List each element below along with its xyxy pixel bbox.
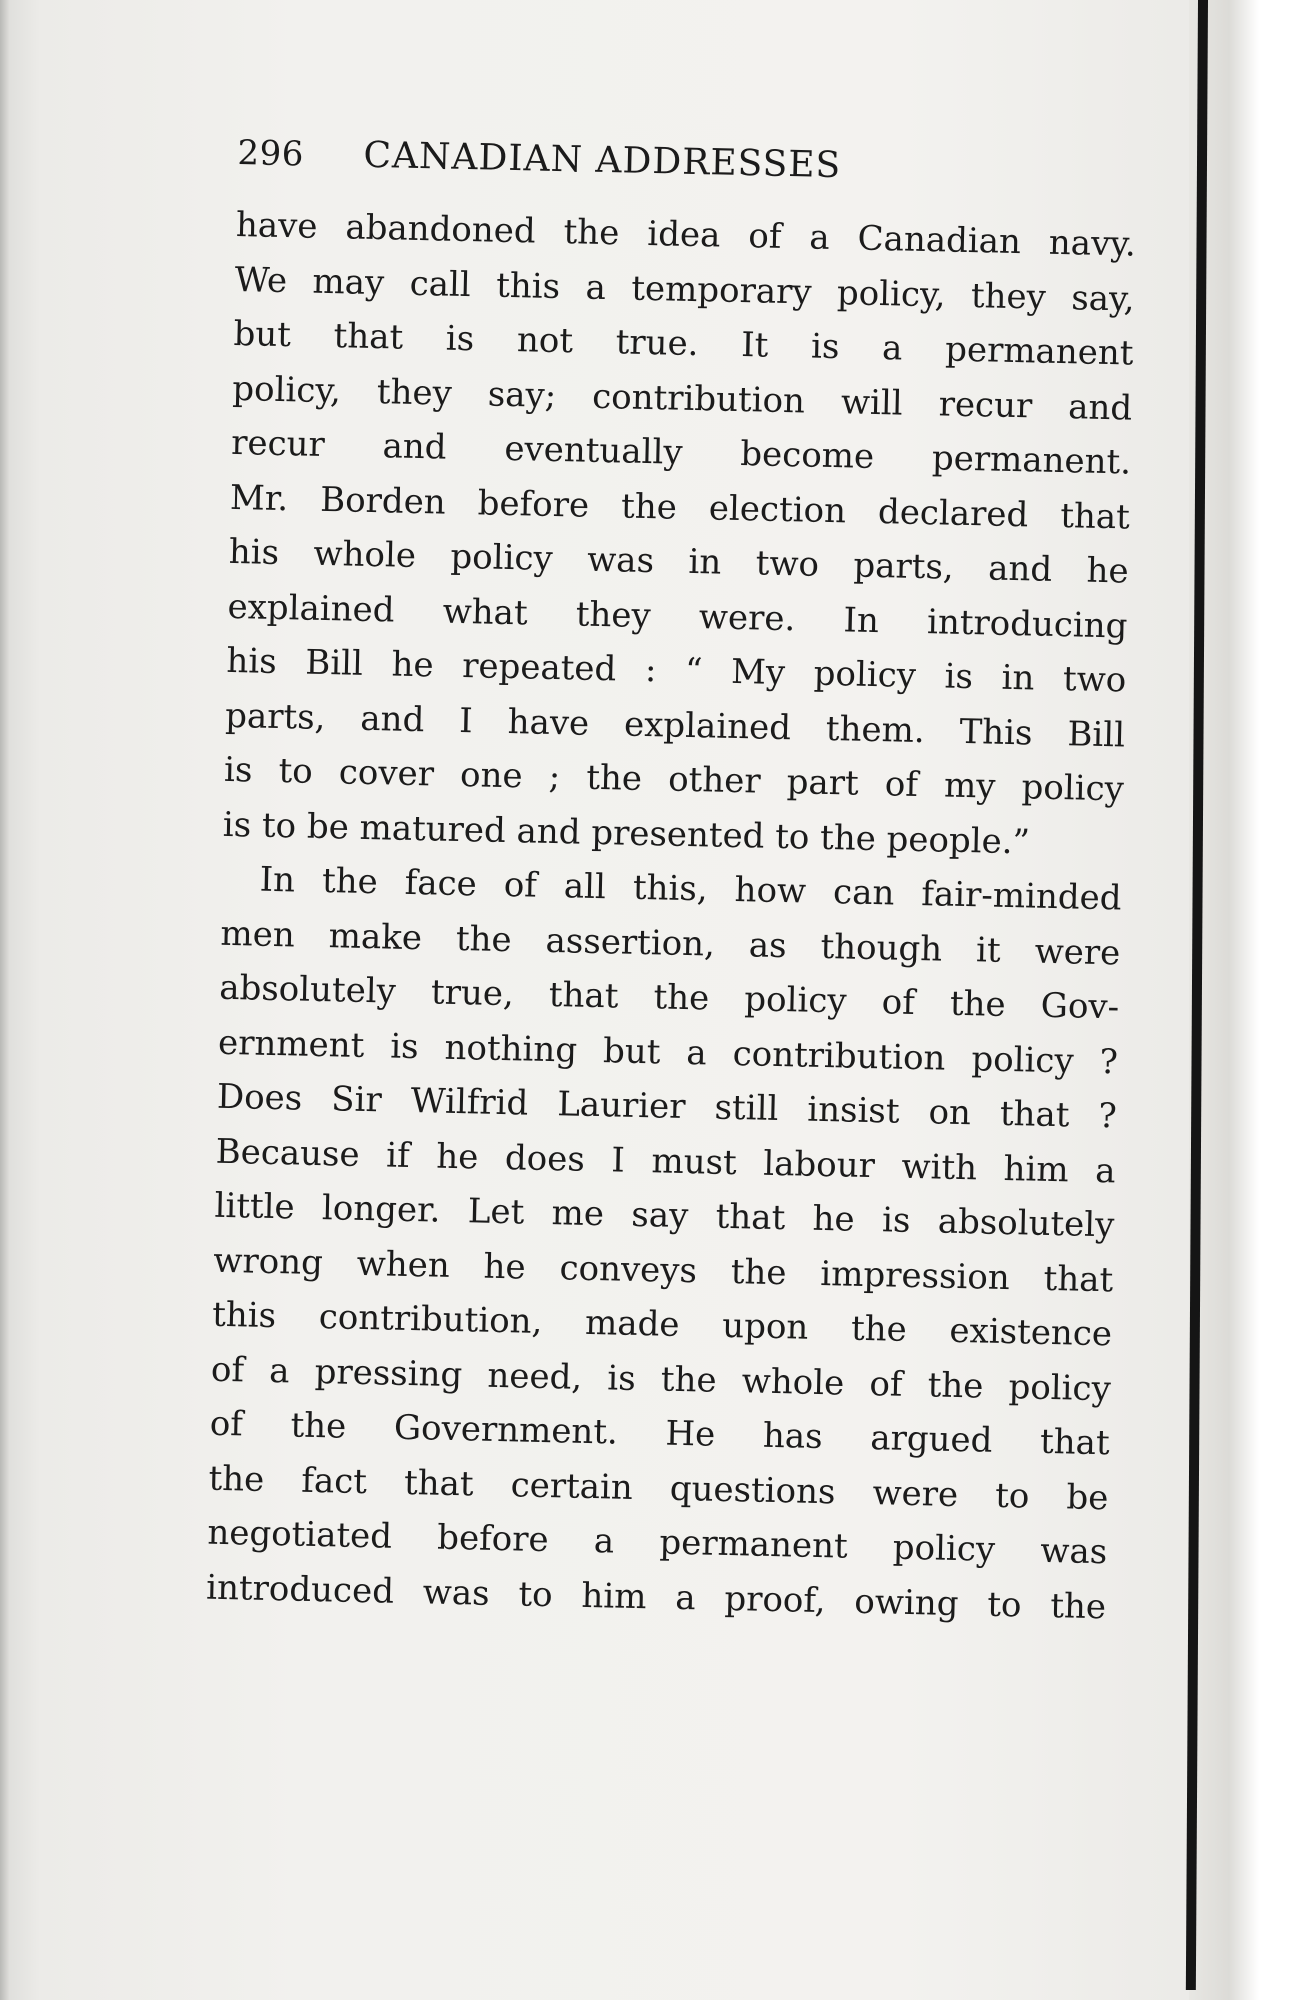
running-title: CANADIAN ADDRESSES — [363, 134, 842, 187]
facing-page-edge — [1189, 0, 1304, 2000]
text-line: little longer. Let me say that he is absolutely — [214, 1185, 1115, 1246]
text-line: the fact that certain questions were to be — [208, 1458, 1109, 1518]
text-line: his Bill he repeated : “ My policy is in two — [226, 640, 1127, 701]
text-line: men make the assertion, as though it were — [220, 913, 1121, 973]
page-number: 296 — [237, 132, 305, 175]
page-left-edge — [0, 0, 10, 2000]
text-line: Because if he does I must labour with him a — [215, 1131, 1116, 1191]
text-line: Does Sir Wilfrid Laurier still insist on that ? — [216, 1076, 1118, 1137]
text-line: Mr. Borden before the election declared that — [229, 477, 1131, 538]
text-line: of a pressing need, is the whole of the policy — [210, 1349, 1112, 1409]
text-line: is to be matured and presented to the people.” — [222, 804, 1031, 862]
text-line: introduced was to him a proof, owing to the — [205, 1567, 1107, 1627]
paragraph — [206, 852, 1122, 1634]
text-line: policy, they say; contribution will recur and — [231, 368, 1133, 429]
paragraph — [222, 198, 1136, 871]
text-line: recur and eventually become permanent. — [230, 422, 1132, 483]
text-line: wrong when he conveys the impression that — [212, 1240, 1114, 1300]
text-line: absolutely true, that the policy of the Gov- — [218, 967, 1120, 1028]
book-page — [206, 132, 1138, 1634]
text-line: parts, and I have explained them. This Bill — [224, 695, 1126, 755]
text-line: but that is not true. It is a permanent — [233, 313, 1134, 374]
text-line: this contribution, made upon the existence — [211, 1294, 1113, 1355]
text-line: negotiated before a permanent policy was — [207, 1512, 1108, 1573]
text-line: explained what they were. In introducing — [227, 586, 1128, 647]
text-line: of the Government. He has argued that — [209, 1403, 1111, 1464]
text-line: ernment is nothing but a contribution policy ? — [217, 1022, 1119, 1082]
text-line: have abandoned the idea of a Canadian navy. — [235, 204, 1137, 265]
text-line: We may call this a temporary policy, they say, — [234, 259, 1136, 320]
text-line: In the face of all this, how can fair-minded — [259, 859, 1122, 919]
text-line: his whole policy was in two parts, and he — [228, 531, 1130, 592]
text-line: is to cover one ; the other part of my policy — [223, 749, 1125, 810]
body-text — [206, 198, 1137, 1634]
